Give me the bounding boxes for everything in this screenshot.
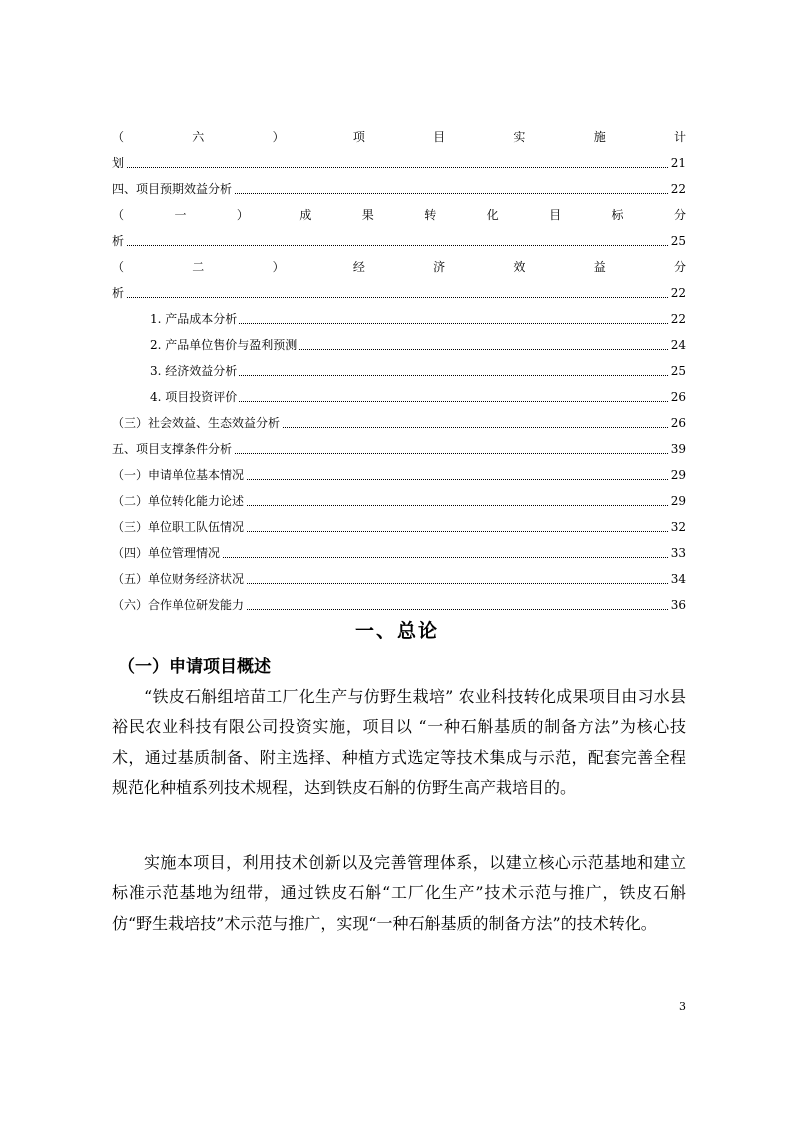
toc-entry[interactable] — [112, 410, 686, 436]
section-heading: 一、总论 — [354, 620, 439, 642]
toc-text: （ — [112, 130, 125, 144]
toc-entry-page: 22 — [669, 306, 686, 332]
toc-entry-page: 26 — [669, 384, 686, 410]
toc-entry-title: 四、项目预期效益分析 — [112, 176, 234, 202]
toc-entry[interactable] — [112, 228, 686, 254]
toc-entry-page: 22 — [669, 176, 686, 202]
toc-text: 分 — [673, 260, 686, 274]
toc-entry-title: （六）合作单位研发能力 — [112, 592, 246, 618]
toc-entry-page: 36 — [669, 592, 686, 618]
toc-entry-page: 39 — [669, 436, 686, 462]
toc-text: ） — [272, 130, 285, 144]
toc-text: 施 — [593, 130, 606, 144]
toc-text: （ — [112, 260, 125, 274]
toc-entry[interactable] — [112, 488, 686, 514]
toc-entry-page: 32 — [669, 514, 686, 540]
toc-entry[interactable] — [112, 462, 686, 488]
toc-entry[interactable] — [112, 514, 686, 540]
toc-text: 二 — [192, 260, 205, 274]
toc-split-line — [112, 202, 686, 228]
body-paragraph — [112, 848, 686, 939]
toc-entry-page: 24 — [669, 332, 686, 358]
toc-text: ） — [272, 260, 285, 274]
toc-entry[interactable] — [112, 332, 686, 358]
toc-entry[interactable] — [112, 280, 686, 306]
toc-entry-title: （一）申请单位基本情况 — [112, 462, 246, 488]
toc-text: 实 — [513, 130, 526, 144]
paragraph-text: “铁皮石斛组培苗工厂化生产与仿野生栽培” 农业科技转化成果项目由习水县裕民农业科技有限公司投资实施，项目以 “一种石斛基质的制备方法”为核心技术，通过基质制备、附主选择、种植方式选定等技术集成与示范，配套完善全程规范化种植系列技术规程，达到铁皮石斛的仿野生高产栽培目的。 — [112, 687, 686, 798]
toc-entry[interactable] — [112, 358, 686, 384]
toc-entry-title: 析 — [112, 228, 126, 254]
toc-text: 目 — [433, 130, 446, 144]
subsection-heading: （一）申请项目概述 — [118, 657, 271, 677]
toc-split-line — [112, 124, 686, 150]
paragraph-text: 实施本项目，利用技术创新以及完善管理体系，以建立核心示范基地和建立标准示范基地为纽带，通过铁皮石斛“工厂化生产”技术示范与推广，铁皮石斛仿“野生栽培技”术示范与推广，实现“一种石斛基质的制备方法”的技术转化。 — [112, 853, 686, 933]
toc-entry[interactable] — [112, 566, 686, 592]
page-number: 3 — [679, 1000, 686, 1013]
toc-text: 六 — [192, 130, 205, 144]
toc-entry-title: 划 — [112, 150, 126, 176]
toc-entry-title: （三）单位职工队伍情况 — [112, 514, 246, 540]
toc-entry-page: 25 — [669, 228, 686, 254]
toc-entry-page: 22 — [669, 280, 686, 306]
toc-entry[interactable] — [112, 592, 686, 618]
toc-entry[interactable] — [112, 540, 686, 566]
toc-entry-title: 1. 产品成本分析 — [150, 306, 239, 332]
toc-entry[interactable] — [112, 306, 686, 332]
toc-entry-page: 25 — [669, 358, 686, 384]
toc-leader-dots — [112, 245, 686, 246]
toc-entry[interactable] — [112, 150, 686, 176]
toc-entry-title: 4. 项目投资评价 — [150, 384, 239, 410]
toc-entry-title: 3. 经济效益分析 — [150, 358, 239, 384]
toc-leader-dots — [112, 297, 686, 298]
table-of-contents — [112, 124, 686, 618]
toc-text: 目 — [549, 208, 562, 222]
toc-entry-title: （五）单位财务经济状况 — [112, 566, 246, 592]
toc-entry-page: 26 — [669, 410, 686, 436]
toc-entry-title: （二）单位转化能力论述 — [112, 488, 246, 514]
toc-entry-title: 析 — [112, 280, 126, 306]
toc-entry-page: 21 — [669, 150, 686, 176]
toc-text: 标 — [611, 208, 624, 222]
toc-text: 益 — [593, 260, 606, 274]
toc-text: 果 — [361, 208, 374, 222]
toc-entry-page: 34 — [669, 566, 686, 592]
toc-entry-page: 29 — [669, 462, 686, 488]
toc-entry-title: 五、项目支撑条件分析 — [112, 436, 234, 462]
toc-text: 济 — [433, 260, 446, 274]
toc-entry-page: 29 — [669, 488, 686, 514]
toc-text: 效 — [513, 260, 526, 274]
toc-text: 计 — [673, 130, 686, 144]
toc-entry[interactable] — [112, 176, 686, 202]
toc-entry[interactable] — [112, 436, 686, 462]
toc-text: 转 — [424, 208, 437, 222]
toc-text: 一 — [174, 208, 187, 222]
toc-text: 经 — [352, 260, 365, 274]
toc-text: 分 — [673, 208, 686, 222]
toc-split-line — [112, 254, 686, 280]
toc-text: 成 — [299, 208, 312, 222]
toc-entry-title: （三）社会效益、生态效益分析 — [112, 410, 282, 436]
body-paragraph — [112, 682, 686, 804]
toc-leader-dots — [112, 167, 686, 168]
toc-text: （ — [112, 208, 125, 222]
toc-entry-page: 33 — [669, 540, 686, 566]
toc-entry-title: （四）单位管理情况 — [112, 540, 222, 566]
toc-text: ） — [236, 208, 249, 222]
toc-entry[interactable] — [112, 384, 686, 410]
toc-entry-title: 2. 产品单位售价与盈利预测 — [150, 332, 299, 358]
toc-text: 化 — [486, 208, 499, 222]
toc-text: 项 — [352, 130, 365, 144]
